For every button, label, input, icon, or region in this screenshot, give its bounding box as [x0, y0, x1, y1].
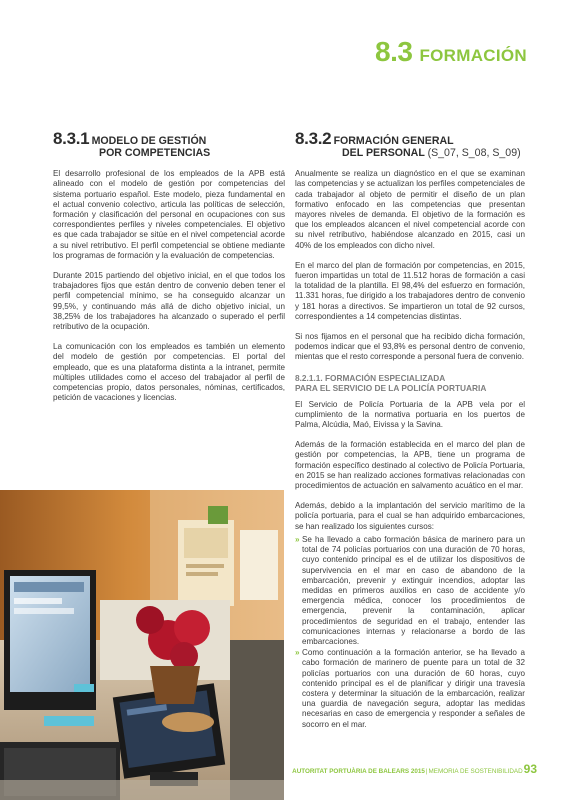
- list-item: [295, 535, 525, 647]
- footer-document-title: MEMORIA DE SOSTENIBILIDAD: [428, 768, 523, 775]
- specialized-training-heading: [295, 373, 525, 394]
- left-column: [53, 129, 285, 413]
- indicator-codes: (S_07, S_08, S_09): [427, 147, 521, 160]
- paragraph: Además, debido a la implantación del servicio marítimo de la policía portuaria, para el cual se han adquirido embarcaciones, se han realizado los siguientes cursos:: [295, 501, 525, 531]
- subsection-title-line1: MODELO DE GESTIÓN: [91, 135, 207, 147]
- list-item-text: Como continuación a la formación anterior, se ha llevado a cabo formación de marinero de puente para un total de 32 policías portuarios con una duración de 60 horas, cuyo contenido principal es el de planificar y dirigir una travesía costera y determinar la situación de la embarcación, realizar una guardia de navegación segura, adoptar las medidas necesarias en caso de emergencia y responder a señales de socorro en el mar.: [302, 648, 525, 729]
- subsection-title-line2: POR COMPETENCIAS: [99, 147, 211, 160]
- subsection-title-line2: DEL PERSONAL: [342, 147, 425, 160]
- right-column: [295, 129, 525, 731]
- subheading-line2: PARA EL SERVICIO DE LA POLICÍA PORTUARIA: [295, 383, 487, 394]
- list-item-text: Se ha llevado a cabo formación básica de marinero para un total de 74 policías portuarios con una duración de 70 horas, cuyo contenido principal es el de utilizar los dispositivos de supervivencia en el mar en caso de abandono de la embarcación, prevenir y extinguir incendios, adoptar las medidas en primeros auxilios en caso de accidente y/o emergencia médica, conocer los procedimientos de emergencia, prevenir la contaminación, aplicar procedimientos de seguridad en el trabajo, entender las comunicaciones internas y relacionarse a bordo de las embarcaciones.: [302, 534, 525, 646]
- subsection-heading-8-3-2: [295, 129, 525, 160]
- course-list: [295, 535, 525, 730]
- page-number: 93: [523, 762, 537, 776]
- subsection-number: 8.3.2: [295, 129, 332, 148]
- paragraph: Si nos fijamos en el personal que ha recibido dicha formación, podemos indicar que el 93,8% es personal dentro de convenio, mientas que el resto corresponde a personal fuera de convenio.: [295, 332, 525, 362]
- paragraph: El Servicio de Policía Portuaria de la APB vela por el cumplimiento de la normativa portuaria en los puertos de Palma, Alcúdia, Maó, Eivissa y la Savina.: [295, 399, 525, 430]
- subsection-heading-8-3-1: [53, 129, 285, 160]
- list-item: [295, 648, 525, 730]
- bullet-marker: »: [295, 534, 300, 544]
- subheading-line1: 8.2.1.1. FORMACIÓN ESPECIALIZADA: [295, 372, 446, 383]
- subsection-title-line1: FORMACIÓN GENERAL: [333, 135, 454, 147]
- paragraph: El desarrollo profesional de los empleados de la APB está alineado con el modelo de gestión por competencias del sistema portuario español. Este modelo, pieza fundamental en el actual convenio colectivo, articula las políticas de selección, formación y clasificación del personal en ocupaciones con sus correspondientes perfiles y niveles competenciales. El objetivo es que cada trabajador se sitúe en el nivel competencial acorde a su nivel retributivo. El perfil competencial se obtiene mediante los programas de formación y la evaluación de competencias.: [53, 169, 285, 260]
- paragraph: Además de la formación establecida en el marco del plan de gestión por competencias, la APB, tiene un programa de formación específico destinado al colectivo de Policía Portuaria, en 2015 se han realizado acciones formativas relacionadas con procedimientos de actuación en salvamento acuático en el mar.: [295, 440, 525, 491]
- office-workstation-photo: [0, 490, 284, 800]
- paragraph: Durante 2015 partiendo del objetivo inicial, en el que todos los trabajadores fijos que están dentro de convenio deben tener el perfil competencial mínimo, se ha conseguido alcanzar un 99,5%, y continuando más allá de dicho objetivo inicial, un 38,25% de los trabajadores ha alcanzado o superado el perfil retributivo de la ocupación.: [53, 271, 285, 332]
- subsection-number: 8.3.1: [53, 129, 90, 148]
- section-title: FORMACIÓN: [419, 46, 527, 65]
- subsection-title-line2-wrap: [295, 147, 525, 160]
- paragraph: Anualmente se realiza un diagnóstico en el que se examinan las competencias y se actualizan los perfiles competenciales de cada trabajador al objeto de permitir el diseño de un plan formativo enfocado en las competencias que presentan mayores niveles de demanda. El objetivo de la formación es que los empleados alcancen el nivel competencial acorde con su nivel retributivo, habiéndose alcanzado en 2015, casi un 40% de los empleados con dicho nivel.: [295, 169, 525, 250]
- page-footer: [292, 762, 537, 776]
- paragraph: En el marco del plan de formación por competencias, en 2015, fueron impartidas un total de 11.512 horas de formación a casi la totalidad de la plantilla. El 98,4% del esfuerzo en formación, 11.331 horas, fue dirigido a los trabajadores dentro de convenio y 181 horas a directivos. Se impartieron un total de 92 cursos, correspondientes a 14 competencias distintas.: [295, 260, 525, 321]
- footer-organization: AUTORITAT PORTUÀRIA DE BALEARS 2015: [292, 768, 425, 775]
- paragraph: La comunicación con los empleados es también un elemento del modelo de gestión por competencias. El portal del empleado, que es una plataforma distinta a la intranet, permite múltiples utilidades como el acceso del trabajador al perfil de competencias propio, datos personales, nóminas, certificados, petición de vacaciones y licencias.: [53, 342, 285, 403]
- section-number: 8.3: [375, 36, 413, 67]
- section-header: [375, 36, 527, 68]
- footer-separator: |: [425, 768, 428, 775]
- bullet-marker: »: [295, 648, 300, 658]
